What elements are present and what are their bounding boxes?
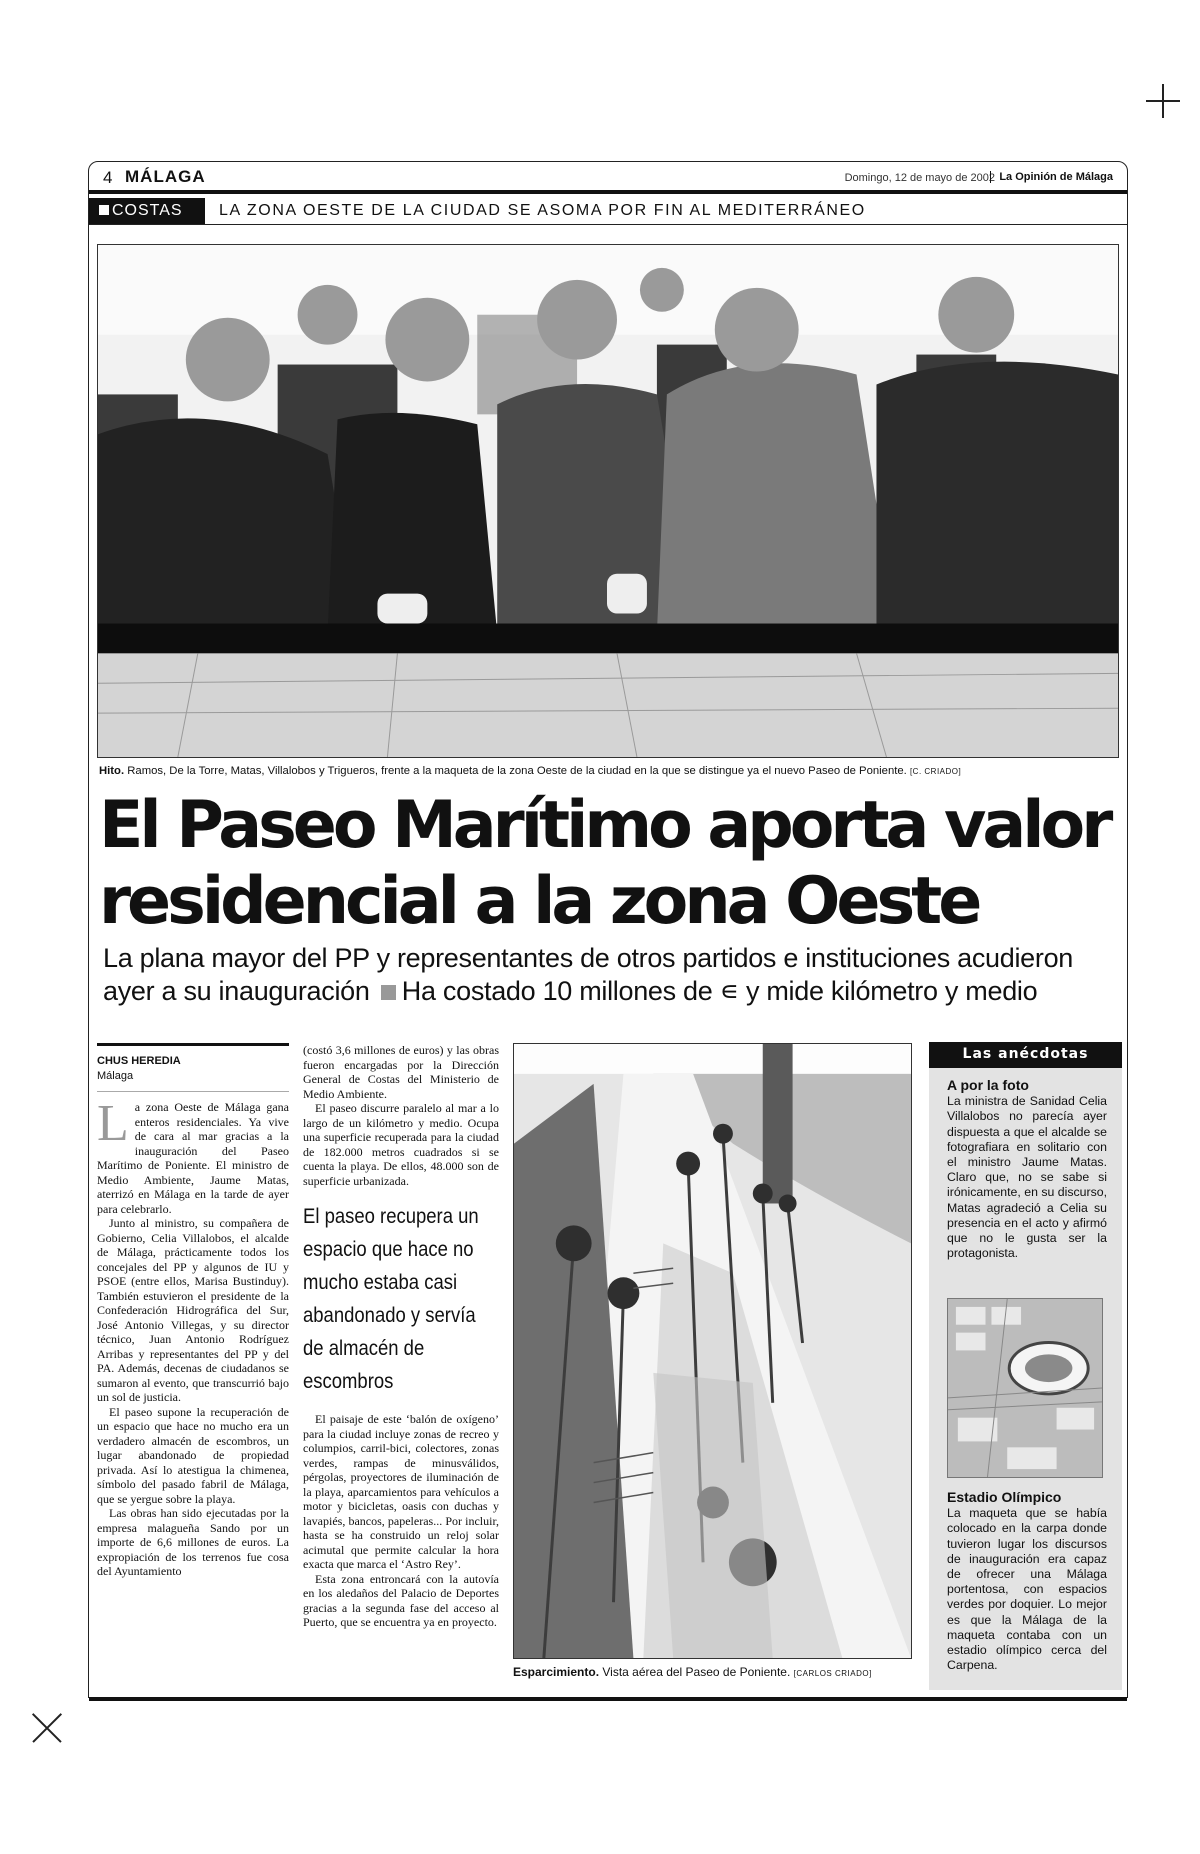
page-header [89, 162, 1127, 194]
byline-author: CHUS HEREDIA [97, 1055, 181, 1067]
paragraph: El paseo supone la recuperación de un espacio que hace no mucho era un verdadero almacén de escombros, un lugar abandonado de propiedad privada. Así lo atestigua la chimenea, símbolo del pasado fabril de Málaga, que se yergue sobre la playa. [97, 1404, 289, 1506]
deck-part1: La plana mayor del PP y representantes de otros partidos e instituciones acudieron ayer a su inauguración [103, 943, 1073, 1006]
deck [103, 942, 1129, 1008]
caption-lead: Esparcimiento. [513, 1665, 600, 1679]
issue-date: Domingo, 12 de mayo de 2002 [844, 172, 995, 184]
paragraph: Las obras han sido ejecutadas por la empresa malagueña Sando por un importe de 6,6 millones de euros. La expropiación de los terrenos fue cosa del Ayuntamiento [97, 1506, 289, 1578]
newspaper-name: La Opinión de Málaga [990, 171, 1113, 183]
anecdote-1 [947, 1078, 1107, 1261]
paragraph: El paseo discurre paralelo al mar a lo largo de un kilómetro y medio. Ocupa una superficie recuperada para la ciudad de 182.000 metros cuadrados si se cuenta la playa. De ellos, 48.000 son de superficie urbanizada. [303, 1101, 499, 1188]
crop-mark-plus-icon [1146, 84, 1180, 118]
anecdote-2 [947, 1490, 1107, 1673]
photo-credit: [C. CRIADO] [909, 767, 962, 776]
headline: El Paseo Marítimo aporta valor residencial a la zona Oeste [99, 788, 1110, 939]
promenade-aerial-view-photo [514, 1044, 911, 1658]
caption-text: Vista aérea del Paseo de Poniente. [602, 1665, 791, 1679]
kicker-tag-label: COSTAS [112, 202, 183, 219]
paragraph: El paisaje de este ‘balón de oxígeno’ para la ciudad incluye zonas de recreo y columpios, carril-bici, colectores, zonas verdes, rampas de minusválidos, pérgolas, proyectores de iluminación de la playa, aparcamientos para vehículos a motor y bicicletas, oasis con duchas y lavapiés, bancos, papeleras... Por incluir, hasta se ha construido un reloj solar acimutal que permite calcular la hora exacta que marca el ‘Astro Rey’. [303, 1412, 499, 1571]
kicker-bar [89, 198, 1127, 225]
anecdote-text: La ministra de Sanidad Celia Villalobos no parecía ayer dispuesta a que el alcalde se fotografiara en solitario con el ministro Jaume Matas. Claro que, no se sabe si irónicamente, en su discurso, Matas agradeció a Celia su presencia en el acto y afirmó que no le gusta ser la protagonista. [947, 1094, 1107, 1261]
caption-text: Ramos, De la Torre, Matas, Villalobos y Trigueros, frente a la maqueta de la zona Oeste de la ciudad en la que se distingue ya el nuevo Paseo de Poniente. [127, 765, 907, 777]
paragraph [97, 1095, 289, 1216]
anecdote-title: Estadio Olímpico [947, 1489, 1062, 1505]
sidebar-anecdotes [929, 1042, 1122, 1690]
bullet-square-icon [99, 205, 109, 215]
aerial-photo [513, 1043, 912, 1659]
byline-city: Málaga [97, 1069, 289, 1093]
bullet-square-icon [381, 985, 396, 1000]
main-photo-caption [99, 765, 1119, 777]
anecdote-text: La maqueta que se había colocado en la carpa donde tuvieron lugar los discursos de inauguración era capaz de ofrecer una Málaga portentosa, con espacios verdes por doquier. Lo mejor es que la Málaga de la maqueta contaba con un estadio olímpico cerca del Carpena. [947, 1506, 1107, 1673]
paragraph-text: a zona Oeste de Málaga gana enteros residenciales. Ya vive de cara al mar gracias a la inauguración del Paseo Marítimo de Poniente. El ministro de Medio Ambiente, Jaume Matas, aterrizó en Málaga en la tarde de ayer para celebrarlo. [97, 1100, 289, 1216]
deck-part2: Ha costado 10 millones de ∊ y mide kilómetro y medio [401, 976, 1038, 1006]
anecdote-title: A por la foto [947, 1077, 1029, 1093]
model-stadium-photo [947, 1298, 1103, 1478]
sidebar-title: Las anécdotas [929, 1042, 1122, 1068]
byline-rule [97, 1043, 289, 1046]
officials-at-model-photo [98, 245, 1118, 757]
newspaper-page [88, 161, 1128, 1698]
photo-credit: [CARLOS CRIADO] [793, 1669, 872, 1678]
main-photo [97, 244, 1119, 758]
kicker-tag [89, 198, 205, 224]
crop-mark-x-icon [32, 1713, 62, 1743]
aerial-photo-caption [513, 1665, 913, 1679]
caption-lead: Hito. [99, 765, 125, 777]
stadium-model-image [948, 1299, 1102, 1477]
page-bottom-rule [89, 1697, 1127, 1701]
paragraph: (costó 3,6 millones de euros) y las obras fueron encargadas por la Dirección General de Costas del Ministerio de Medio Ambiente. [303, 1043, 499, 1101]
section-name: MÁLAGA [125, 167, 206, 186]
paragraph: Esta zona entroncará con la autovía en los aledaños del Palacio de Deportes gracias a la segunda fase del acceso al Puerto, que se encuentra ya en proyecto. [303, 1571, 499, 1629]
page-number: 4 [103, 168, 113, 187]
drop-cap: L [97, 1095, 129, 1152]
subhead: El paseo recupera un espacio que hace no mucho estaba casi abandonado y servía de almacén de escombros [303, 1205, 479, 1393]
article-column-2 [303, 1043, 499, 1630]
article-column-1 [97, 1043, 289, 1579]
kicker-text: LA ZONA OESTE DE LA CIUDAD SE ASOMA POR FIN AL MEDITERRÁNEO [219, 202, 866, 219]
paragraph: Junto al ministro, su compañera de Gobierno, Celia Villalobos, el alcalde de Málaga, prácticamente todos los concejales del PP y algunos de IU y PSOE (entre ellos, Marisa Bustinduy). También estuvieron el presidente de la Confederación Hidrográfica del Sur, José Antonio Villegas, y su director técnico, Juan Antonio Rodríguez Arribas y representantes del PP y del PA. Además, decenas de ciudadanos se sumaron al evento, que transcurrió bajo un sol de justicia. [97, 1216, 289, 1404]
